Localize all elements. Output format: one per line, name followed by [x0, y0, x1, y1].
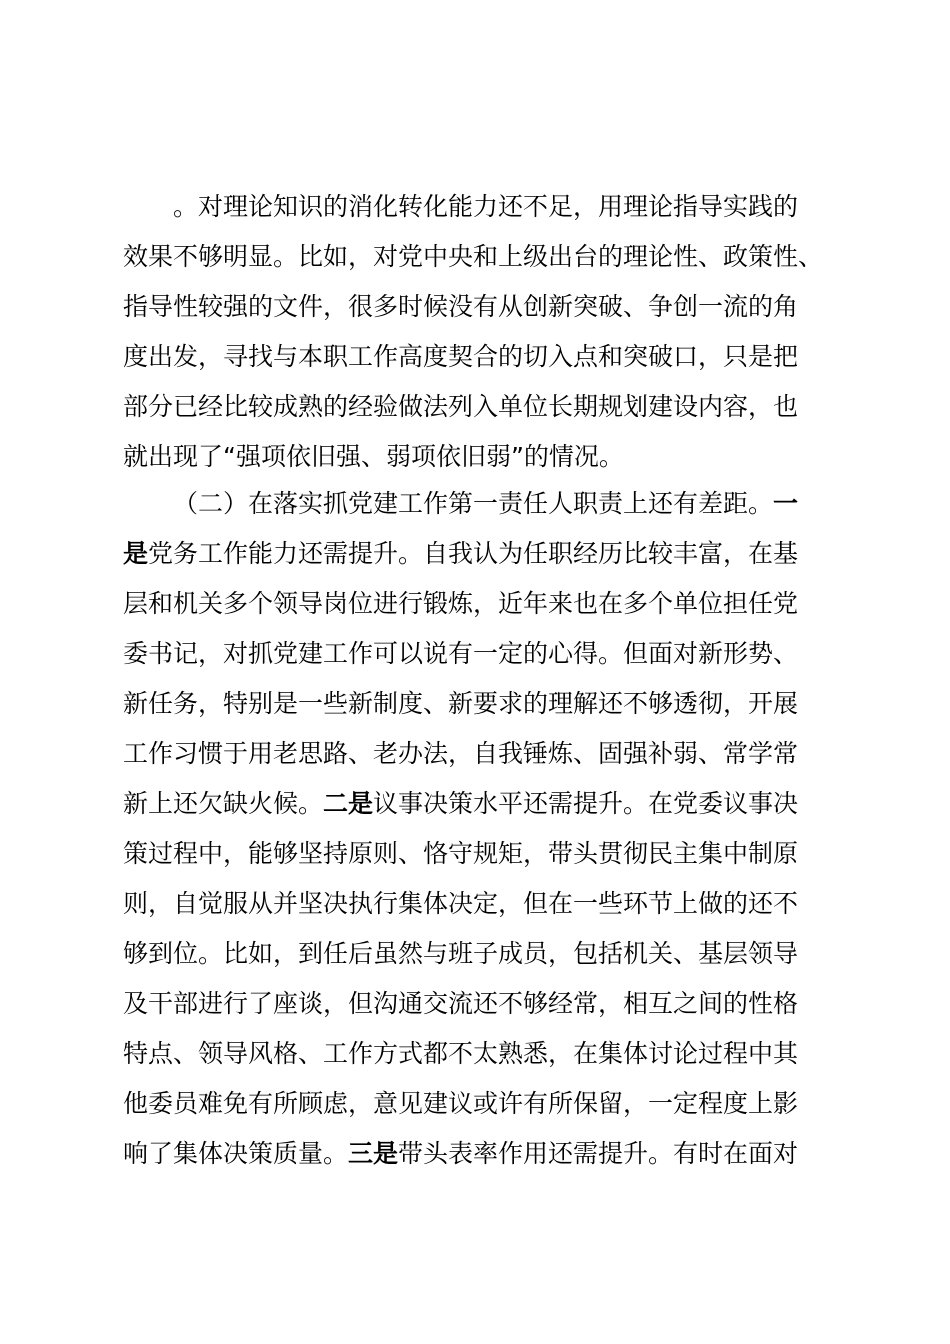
emphasis-label: 是	[123, 539, 149, 568]
text-line: 层和机关多个领导岗位进行锻炼，近年来也在多个单位担任党	[123, 589, 799, 618]
text-line: 工作习惯于用老思路、老办法，自我锤炼、固强补弱、常学常	[123, 739, 799, 768]
text-line: 委书记，对抓党建工作可以说有一定的心得。但面对新形势、	[123, 639, 799, 668]
text-line	[123, 1129, 798, 1179]
text-line: 。对理论知识的消化转化能力还不足，用理论指导实践的	[173, 192, 799, 221]
text-run: 议事决策水平还需提升。在党委议事决	[373, 789, 799, 818]
text-line: 特点、领导风格、工作方式都不太熟悉，在集体讨论过程中其	[123, 1039, 799, 1068]
text-run: 党务工作能力还需提升。自我认为任职经历比较丰富，在基	[148, 539, 799, 568]
text-line: 及干部进行了座谈，但沟通交流还不够经常，相互之间的性格	[123, 989, 799, 1018]
text-line: 部分已经比较成熟的经验做法列入单位长期规划建设内容，也	[123, 392, 799, 421]
text-run: 新上还欠缺火候。	[123, 789, 324, 818]
emphasis-label: 三是	[348, 1139, 399, 1168]
emphasis-label: 二是	[323, 789, 374, 818]
text-line: 则，自觉服从并坚决执行集体决定，但在一些环节上做的还不	[123, 889, 799, 918]
text-line: 指导性较强的文件，很多时候没有从创新突破、争创一流的角	[123, 292, 799, 321]
section-heading: （二）在落实抓党建工作第一责任人职责上还有差距。	[173, 489, 774, 518]
text-line: 新任务，特别是一些新制度、新要求的理解还不够透彻，开展	[123, 689, 799, 718]
text-line	[123, 529, 798, 579]
text-line: 够到位。比如，到任后虽然与班子成员，包括机关、基层领导	[123, 939, 799, 968]
text-run: 带头表率作用还需提升。有时在面对	[398, 1139, 799, 1168]
text-line: 策过程中，能够坚持原则、恪守规矩，带头贯彻民主集中制原	[123, 839, 799, 868]
text-run: 响了集体决策质量。	[123, 1139, 349, 1168]
section-heading-line	[173, 479, 798, 529]
text-line: 效果不够明显。比如，对党中央和上级出台的理论性、政策性、	[123, 242, 824, 271]
text-line	[123, 779, 798, 829]
emphasis-label: 一	[773, 489, 799, 518]
text-line: 度出发，寻找与本职工作高度契合的切入点和突破口，只是把	[123, 342, 799, 371]
text-line: 他委员难免有所顾虑，意见建议或许有所保留，一定程度上影	[123, 1089, 799, 1118]
text-line: 就出现了“强项依旧强、弱项依旧弱”的情况。	[123, 442, 624, 471]
